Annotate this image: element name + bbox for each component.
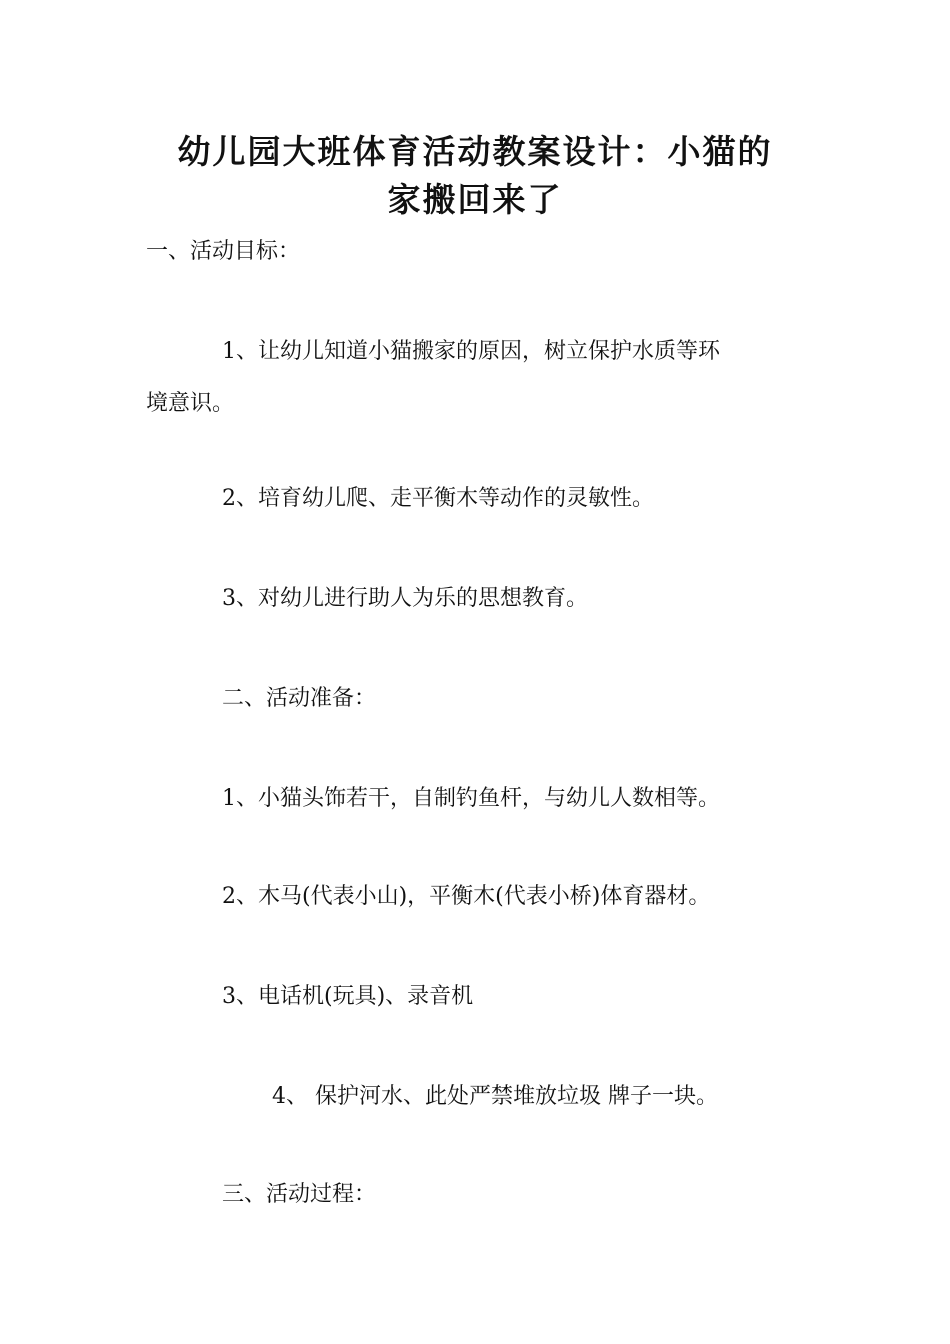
section-heading-preparation: 二、活动准备： — [222, 686, 377, 711]
prep-item-2: 2、木马(代表小山)，平衡木(代表小桥)体育器材。 — [222, 884, 711, 909]
section-heading-process: 三、活动过程： — [222, 1182, 377, 1207]
goal-item-1-line-1: 1、让幼儿知道小猫搬家的原因，树立保护水质等环 — [222, 339, 720, 364]
prep-item-3: 3、电话机(玩具)、录音机 — [222, 984, 474, 1009]
document-title-line-2: 家搬回来了 — [387, 180, 563, 219]
goal-item-1-line-2: 境意识。 — [146, 391, 235, 416]
section-heading-goals: 一、活动目标： — [146, 239, 301, 264]
goal-item-2: 2、培育幼儿爬、走平衡木等动作的灵敏性。 — [222, 486, 654, 511]
goal-item-3: 3、对幼儿进行助人为乐的思想教育。 — [222, 586, 588, 611]
prep-item-4: 4、 保护河水、此处严禁堆放垃圾 牌子一块。 — [272, 1084, 718, 1109]
document-title-line-1: 幼儿园大班体育活动教案设计：小猫的 — [177, 132, 773, 171]
prep-item-1: 1、小猫头饰若干，自制钓鱼杆，与幼儿人数相等。 — [222, 786, 720, 811]
